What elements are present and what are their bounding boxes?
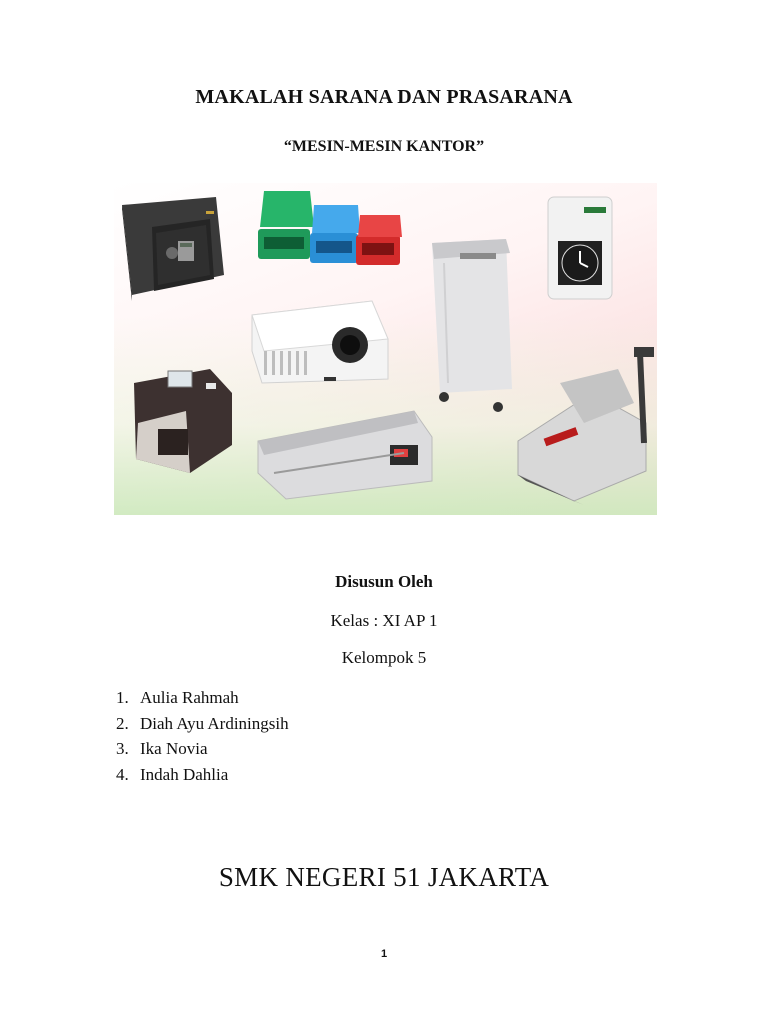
- member-name: Diah Ayu Ardiningsih: [140, 713, 289, 733]
- page-number: 1: [380, 948, 388, 960]
- list-item: [116, 685, 289, 711]
- money-counter-image: [134, 369, 232, 473]
- list-item: [116, 736, 289, 762]
- projector-image: [252, 301, 388, 383]
- cash-boxes-image: [258, 191, 402, 265]
- list-item: [116, 762, 289, 788]
- time-clock-image: [548, 197, 612, 299]
- binding-machine-image: [518, 347, 654, 505]
- byline-heading: Disusun Oleh: [335, 572, 433, 591]
- office-machines-illustration: [114, 183, 657, 515]
- list-number: 1.: [116, 688, 129, 707]
- group-label: Kelompok 5: [341, 648, 427, 667]
- member-list: [116, 685, 289, 787]
- member-name: Indah Dahlia: [140, 764, 229, 784]
- laminator-image: [258, 411, 432, 499]
- document-subtitle: “MESIN-MESIN KANTOR”: [283, 138, 485, 155]
- document-title: MAKALAH SARANA DAN PRASARANA: [195, 86, 573, 108]
- list-number: 3.: [116, 739, 129, 758]
- class-label: Kelas : XI AP 1: [330, 611, 438, 630]
- member-name: Aulia Rahmah: [140, 688, 239, 707]
- member-name: Ika Novia: [140, 739, 208, 758]
- shredder-image: [432, 239, 512, 412]
- list-number: 2.: [116, 713, 129, 733]
- school-name: SMK NEGERI 51 JAKARTA: [218, 862, 550, 892]
- safe-image: [122, 197, 224, 301]
- list-number: 4.: [116, 764, 129, 784]
- list-item: [116, 711, 289, 737]
- office-machines-collage: [114, 183, 657, 515]
